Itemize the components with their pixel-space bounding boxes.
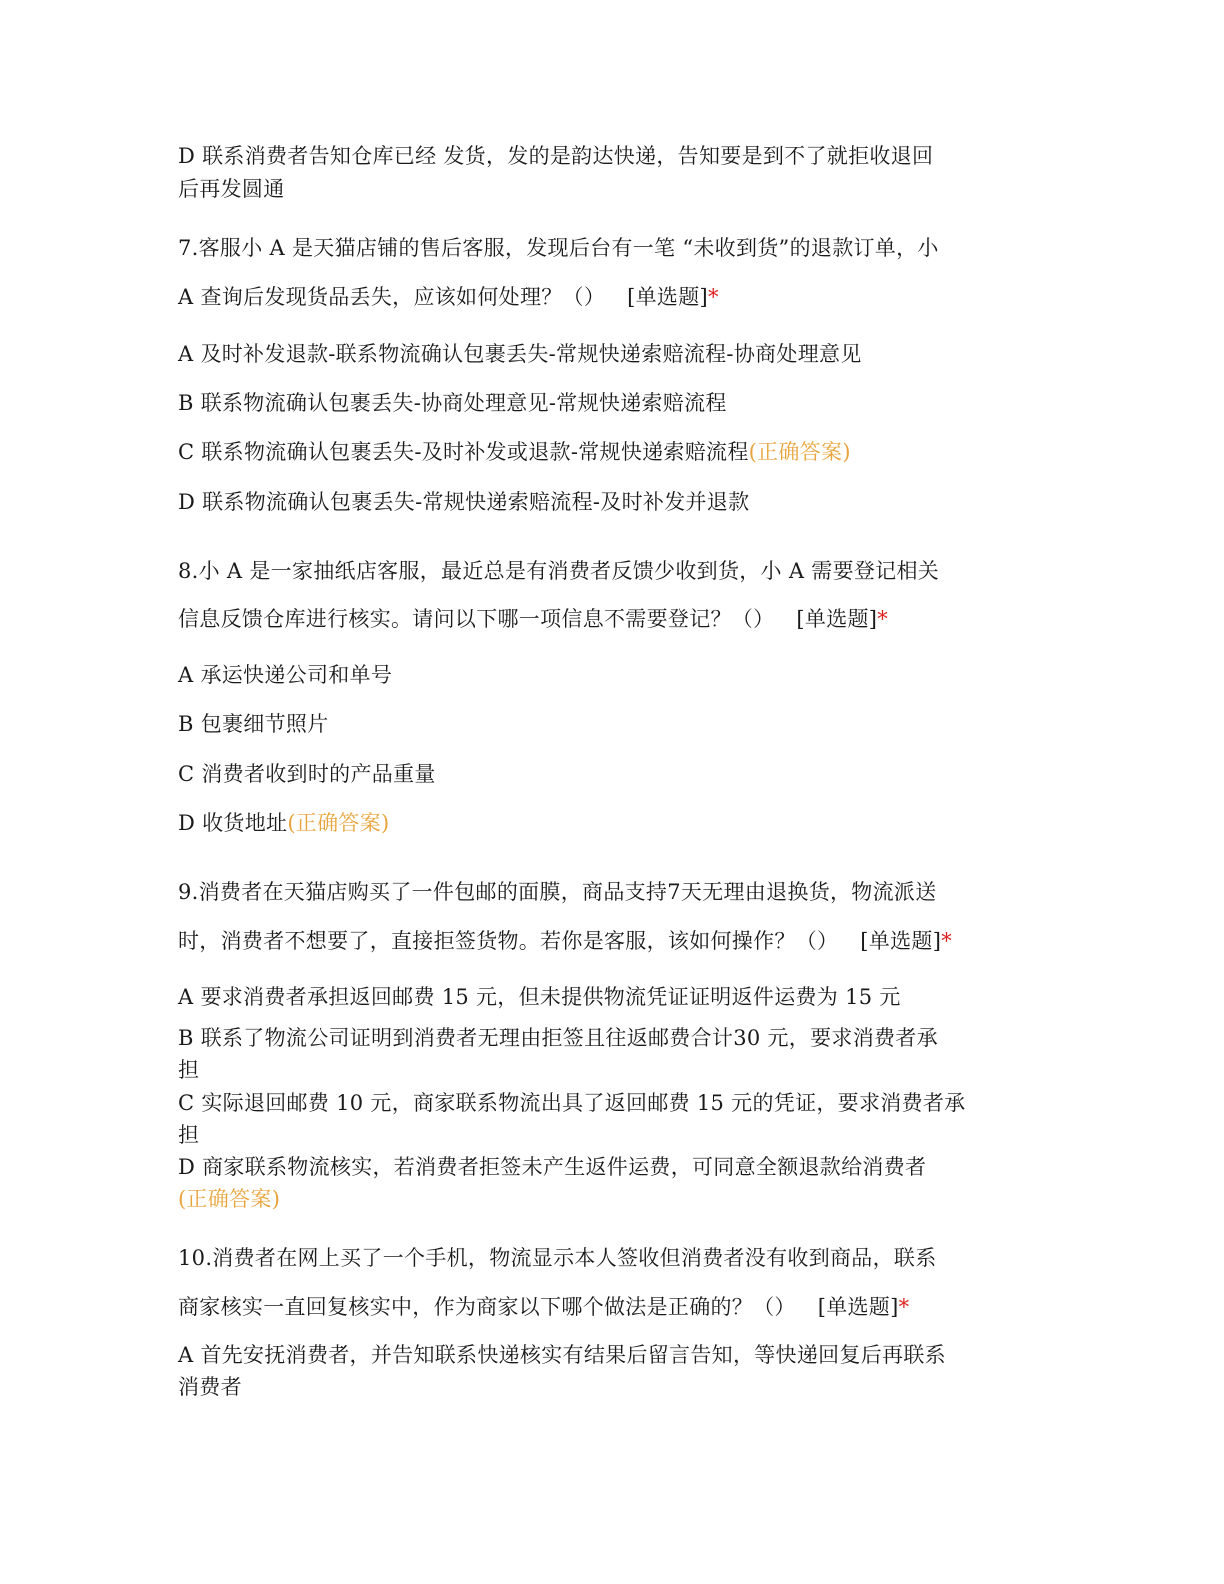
question-7-text: 7.客服小 A 是天猫店铺的售后客服，发现后台有一笔 “未收到货”的退款订单，小 bbox=[178, 236, 939, 260]
option-d-text: D 收货地址 bbox=[178, 811, 288, 835]
required-asterisk: * bbox=[941, 929, 952, 953]
correct-answer-tag: (正确答案) bbox=[748, 440, 851, 464]
required-asterisk: * bbox=[708, 285, 719, 309]
option-a-cont: 消费者 bbox=[178, 1375, 242, 1399]
option-c-text: C 联系物流确认包裹丢失-及时补发或退款-常规快递索赔流程 bbox=[178, 440, 749, 464]
option-b-cont: 担 bbox=[178, 1058, 200, 1082]
correct-answer-tag: (正确答案) bbox=[178, 1187, 281, 1211]
option-b: B 包裹细节照片 bbox=[178, 712, 329, 736]
option-c: C 消费者收到时的产品重量 bbox=[178, 762, 436, 786]
option-c bbox=[178, 438, 1058, 466]
question-9-text-cont bbox=[178, 927, 1058, 955]
correct-answer-tag: (正确答案) bbox=[287, 811, 390, 835]
option-a: A 要求消费者承担返回邮费 15 元，但未提供物流凭证证明返件运费为 15 元 bbox=[178, 985, 901, 1009]
question-7-text-cont bbox=[178, 283, 1058, 311]
option-c-cont: 担 bbox=[178, 1123, 200, 1147]
question-8-text-cont bbox=[178, 605, 1058, 633]
required-asterisk: * bbox=[877, 607, 889, 631]
question-type-label: [单选题] bbox=[627, 285, 709, 309]
question-10-text-cont bbox=[178, 1293, 1058, 1321]
option-c: C 实际退回邮费 10 元，商家联系物流出具了返回邮费 15 元的凭证，要求消费者承 bbox=[178, 1091, 966, 1115]
question-7-stem: A 查询后发现货品丢失，应该如何处理？（） bbox=[178, 285, 606, 309]
option-d-text: D 联系消费者告知仓库已经 发货，发的是韵达快递，告知要是到不了就拒收退回 bbox=[178, 144, 934, 168]
question-9-text: 9.消费者在天猫店购买了一件包邮的面膜，商品支持7天无理由退换货，物流派送 bbox=[178, 880, 937, 904]
question-10-stem: 商家核实一直回复核实中，作为商家以下哪个做法是正确的？（） bbox=[178, 1295, 796, 1319]
option-d-text-cont: 后再发圆通 bbox=[178, 177, 285, 201]
option-b: B 联系了物流公司证明到消费者无理由拒签且往返邮费合计30 元，要求消费者承 bbox=[178, 1026, 938, 1050]
required-asterisk: * bbox=[898, 1295, 910, 1319]
question-type-label: [单选题] bbox=[817, 1295, 899, 1319]
option-d: D 商家联系物流核实，若消费者拒签未产生返件运费，可同意全额退款给消费者 bbox=[178, 1155, 927, 1179]
option-d: D 联系物流确认包裹丢失-常规快递索赔流程-及时补发并退款 bbox=[178, 490, 750, 514]
option-b: B 联系物流确认包裹丢失-协商处理意见-常规快递索赔流程 bbox=[178, 391, 727, 415]
question-8-text: 8.小 A 是一家抽纸店客服，最近总是有消费者反馈少收到货，小 A 需要登记相关 bbox=[178, 559, 940, 583]
option-a: A 首先安抚消费者，并告知联系快递核实有结果后留言告知，等快递回复后再联系 bbox=[178, 1343, 946, 1367]
question-type-label: [单选题] bbox=[796, 607, 878, 631]
option-d bbox=[178, 809, 1058, 837]
option-a: A 及时补发退款-联系物流确认包裹丢失-常规快递索赔流程-协商处理意见 bbox=[178, 342, 862, 366]
question-type-label: [单选题] bbox=[860, 929, 942, 953]
question-9-stem: 时，消费者不想要了，直接拒签货物。若你是客服，该如何操作？（） bbox=[178, 929, 839, 953]
option-a: A 承运快递公司和单号 bbox=[178, 663, 393, 687]
question-10-text: 10.消费者在网上买了一个手机，物流显示本人签收但消费者没有收到商品，联系 bbox=[178, 1246, 937, 1270]
question-8-stem: 信息反馈仓库进行核实。请问以下哪一项信息不需要登记？（） bbox=[178, 607, 775, 631]
